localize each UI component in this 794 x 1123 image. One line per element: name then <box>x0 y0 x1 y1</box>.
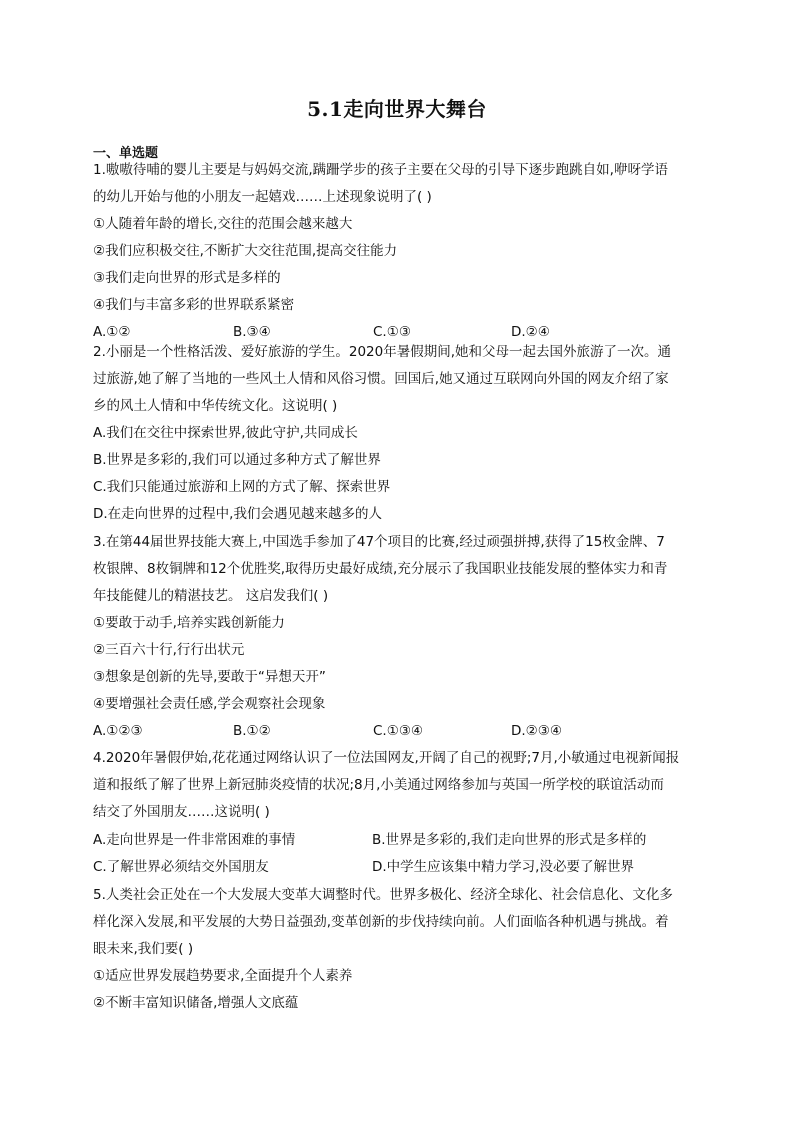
q3-option-d: D.②③④ <box>511 723 562 739</box>
q4-option-c: C.了解世界必须结交外国朋友 <box>93 859 269 875</box>
q3-statement-1: ①要敢于动手,培养实践创新能力 <box>93 615 285 631</box>
q1-option-d: D.②④ <box>511 324 550 340</box>
q2-option-d: D.在走向世界的过程中,我们会遇见越来越多的人 <box>93 506 382 522</box>
section-heading: 一、单选题 <box>93 146 159 161</box>
q2-stem-line-2: 过旅游,她了解了当地的一些风土人情和风俗习惯。回国后,她又通过互联网向外国的网友介绍了家 <box>93 371 669 387</box>
q3-statement-4: ④要增强社会责任感,学会观察社会现象 <box>93 696 326 712</box>
q1-stem-line-1: 1.嗷嗷待哺的婴儿主要是与妈妈交流,蹒跚学步的孩子主要在父母的引导下逐步跑跳自如,咿呀学语 <box>93 162 668 178</box>
q5-stem-line-1: 5.人类社会正处在一个大发展大变革大调整时代。世界多极化、经济全球化、社会信息化、文化多 <box>93 887 673 903</box>
q3-statement-2: ②三百六十行,行行出状元 <box>93 642 245 658</box>
q5-statement-2: ②不断丰富知识储备,增强人文底蕴 <box>93 995 299 1011</box>
q5-stem-line-2: 样化深入发展,和平发展的大势日益强劲,变革创新的步伐持续向前。人们面临各种机遇与挑战。着 <box>93 914 669 930</box>
q1-statement-1: ①人随着年龄的增长,交往的范围会越来越大 <box>93 216 353 232</box>
q5-stem-line-3: 眼未来,我们要( ) <box>93 941 194 957</box>
q3-option-a: A.①②③ <box>93 723 143 739</box>
q1-stem-line-2: 的幼儿开始与他的小朋友一起嬉戏……上述现象说明了( ) <box>93 189 432 205</box>
q4-option-a: A.走向世界是一件非常困难的事情 <box>93 832 296 848</box>
q1-option-b: B.③④ <box>233 324 271 340</box>
q4-stem-line-1: 4.2020年暑假伊始,花花通过网络认识了一位法国网友,开阔了自己的视野;7月,小敏通过电视新闻报 <box>93 750 680 766</box>
q1-option-c: C.①③ <box>373 324 411 340</box>
q3-stem-line-2: 枚银牌、8枚铜牌和12个优胜奖,取得历史最好成绩,充分展示了我国职业技能发展的整体实力和青 <box>93 561 668 577</box>
q4-stem-line-3: 结交了外国朋友……这说明( ) <box>93 804 270 820</box>
q3-statement-3: ③想象是创新的先导,要敢于“异想天开” <box>93 669 326 685</box>
q2-option-b: B.世界是多彩的,我们可以通过多种方式了解世界 <box>93 452 381 468</box>
q2-stem-line-1: 2.小丽是一个性格活泼、爱好旅游的学生。2020年暑假期间,她和父母一起去国外旅游了一次。通 <box>93 344 672 360</box>
q4-option-b: B.世界是多彩的,我们走向世界的形式是多样的 <box>372 832 647 848</box>
q4-option-d: D.中学生应该集中精力学习,没必要了解世界 <box>372 859 634 875</box>
q1-statement-2: ②我们应积极交往,不断扩大交往范围,提高交往能力 <box>93 243 398 259</box>
q1-option-a: A.①② <box>93 324 131 340</box>
page-title: 5.1走向世界大舞台 <box>307 97 487 121</box>
q5-statement-1: ①适应世界发展趋势要求,全面提升个人素养 <box>93 968 353 984</box>
q4-stem-line-2: 道和报纸了解了世界上新冠肺炎疫情的状况;8月,小美通过网络参加与英国一所学校的联谊活动而 <box>93 777 664 793</box>
q3-option-c: C.①③④ <box>373 723 424 739</box>
q1-statement-4: ④我们与丰富多彩的世界联系紧密 <box>93 297 295 313</box>
q2-option-a: A.我们在交往中探索世界,彼此守护,共同成长 <box>93 425 358 441</box>
q3-option-b: B.①② <box>233 723 271 739</box>
q3-stem-line-1: 3.在第44届世界技能大赛上,中国选手参加了47个项目的比赛,经过顽强拼搏,获得了15枚金牌、7 <box>93 534 665 550</box>
q2-stem-line-3: 乡的风土人情和中华传统文化。这说明( ) <box>93 398 338 414</box>
q3-stem-line-3: 年技能健儿的精湛技艺。 这启发我们( ) <box>93 588 329 604</box>
q1-statement-3: ③我们走向世界的形式是多样的 <box>93 270 281 286</box>
q2-option-c: C.我们只能通过旅游和上网的方式了解、探索世界 <box>93 479 391 495</box>
